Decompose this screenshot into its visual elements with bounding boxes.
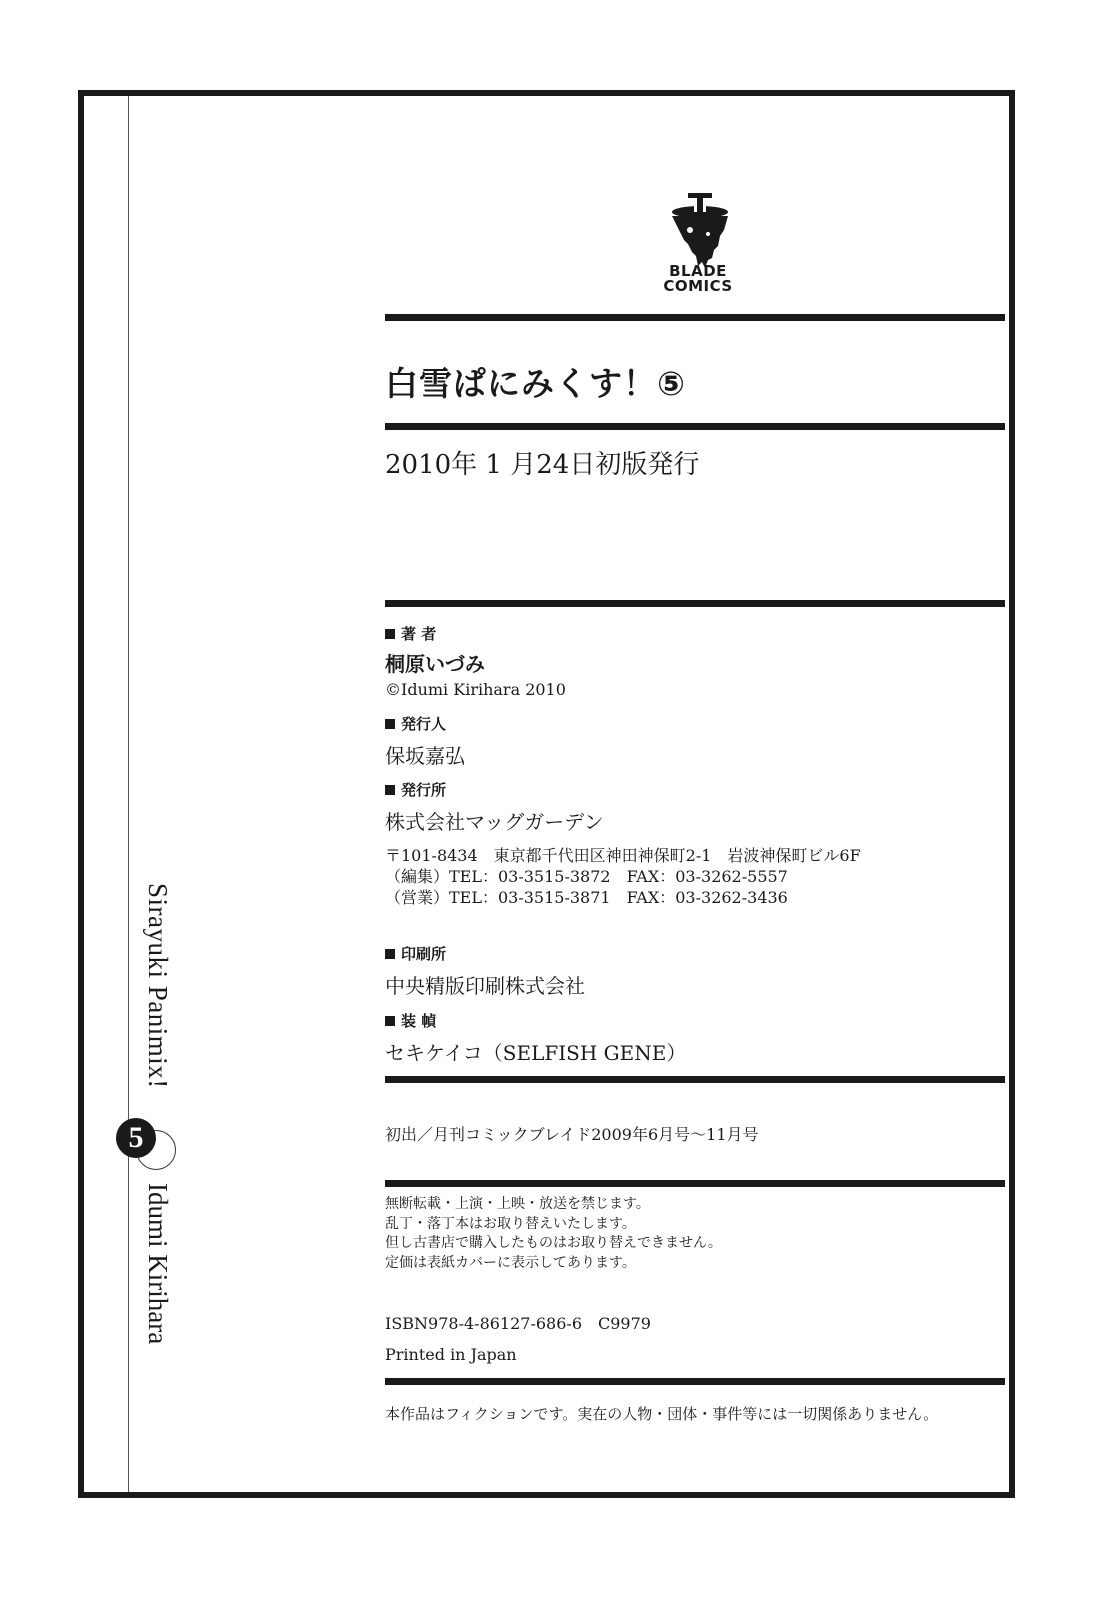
divider-bar <box>385 423 1005 430</box>
divider-bar <box>385 314 1005 321</box>
spine-author: Idumi Kirihara <box>143 1183 173 1345</box>
first-appearance: 初出／月刊コミックブレイド2009年6月号～11月号 <box>385 1125 759 1144</box>
spine-volume-number: 5 <box>116 1118 156 1158</box>
spine-title: Sirayuki Panimix! <box>143 883 173 1089</box>
publisher-person-label: 発行人 <box>385 713 446 734</box>
printer-name: 中央精版印刷株式会社 <box>385 974 585 998</box>
divider-bar <box>385 1378 1005 1385</box>
divider-bar <box>385 1180 1005 1187</box>
spine-divider <box>128 96 129 1492</box>
divider-bar <box>385 1076 1005 1083</box>
publisher-name: 株式会社マッグガーデン <box>385 810 604 834</box>
publish-date: 2010年 1 月24日初版発行 <box>385 450 700 480</box>
copyright: ©Idumi Kirihara 2010 <box>385 680 566 699</box>
colophon-frame <box>78 90 1015 1498</box>
author-name: 桐原いづみ <box>385 652 485 676</box>
divider-bar <box>385 600 1005 607</box>
book-title: 白雪ぱにみくす！⑤ <box>385 364 686 403</box>
publisher-person-name: 保坂嘉弘 <box>385 744 465 768</box>
printed-in: Printed in Japan <box>385 1345 517 1364</box>
printer-label: 印刷所 <box>385 943 446 964</box>
publisher-address: 〒101-8434 東京都千代田区神田神保町2-1 岩波神保町ビル6F （編集）TEL：03-3515-3872 FAX：03-3262-5557 （営業）TEL：03-3515-3871 FAX：03-3262-3436 <box>385 846 861 907</box>
design-label: 装 幀 <box>385 1010 436 1031</box>
publisher-label: 発行所 <box>385 779 446 800</box>
design-name: セキケイコ（SELFISH GENE） <box>385 1041 687 1065</box>
notices: 無断転載・上演・上映・放送を禁じます。 乱丁・落丁本はお取り替えいたします。 但し古書店で購入したものはお取り替えできません。 定価は表紙カバーに表示してあります。 <box>385 1196 722 1271</box>
author-label: 著 者 <box>385 623 436 644</box>
fiction-notice: 本作品はフィクションです。実在の人物・団体・事件等には一切関係ありません。 <box>385 1405 939 1423</box>
isbn: ISBN978-4-86127-686-6 C9979 <box>385 1314 651 1333</box>
logo-text: BLADE COMICS <box>663 262 733 295</box>
